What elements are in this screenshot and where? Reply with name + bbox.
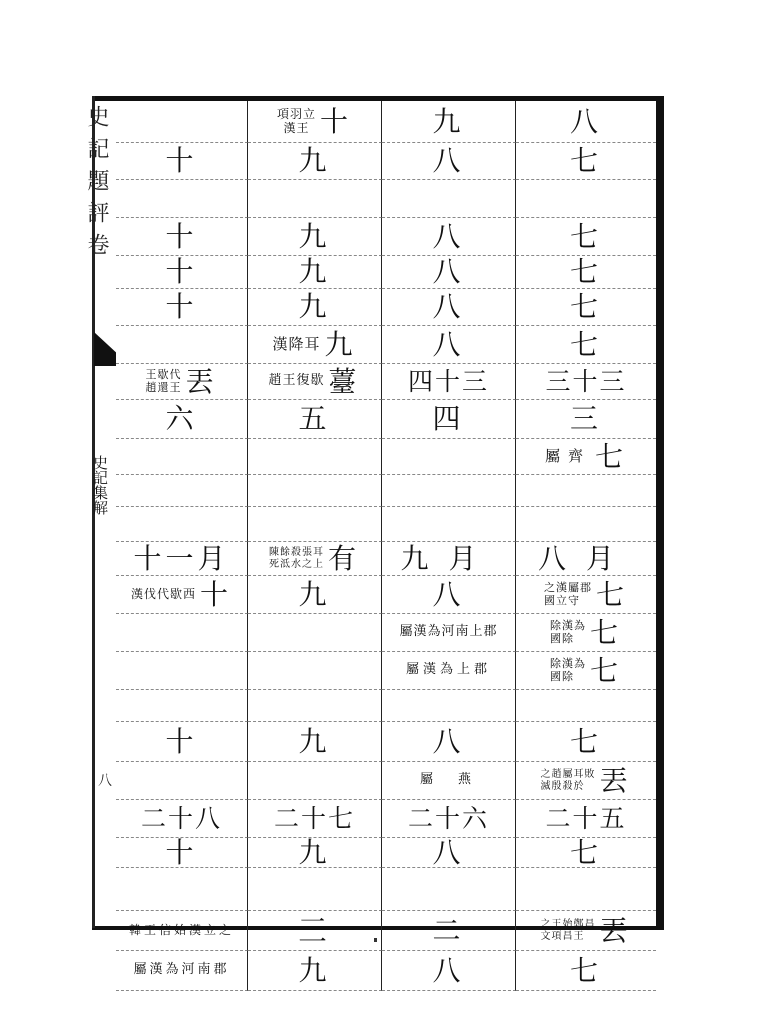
table-cell	[116, 652, 248, 690]
table-cell	[516, 868, 656, 911]
cell-value: 十	[165, 144, 198, 177]
cell-value: 七	[569, 255, 602, 288]
table-cell	[248, 439, 382, 475]
cell-value: 十一月	[133, 541, 230, 575]
table-cell	[248, 868, 382, 911]
table-cell	[382, 364, 516, 400]
cell-value: 十	[165, 219, 198, 253]
table-cell	[248, 289, 382, 326]
table-cell	[382, 614, 516, 652]
cell-value: 薹	[328, 364, 361, 398]
table-cell	[382, 143, 516, 180]
cell-value: 八	[432, 219, 465, 253]
cell-value: 七	[569, 290, 602, 323]
table-cell	[516, 800, 656, 838]
table-cell	[382, 439, 516, 475]
cell-value: 八	[432, 953, 465, 987]
table-cell	[248, 101, 382, 143]
table-cell	[116, 218, 248, 256]
cell-value: 七	[595, 577, 628, 611]
table-cell	[516, 475, 656, 507]
cell-note: 屬齊	[544, 446, 591, 465]
cell-value: 七	[589, 653, 622, 687]
margin-title: 史記題評卷	[84, 105, 109, 265]
table-cell	[248, 614, 382, 652]
cell-note: 趙王復歇	[268, 373, 325, 389]
table-cell	[116, 542, 248, 576]
cell-value: 九	[298, 219, 331, 253]
table-cell	[116, 439, 248, 475]
table-cell	[116, 911, 248, 951]
ink-speck	[374, 938, 377, 942]
table-cell	[248, 800, 382, 838]
table-cell	[382, 326, 516, 364]
table-cell	[516, 218, 656, 256]
cell-value: 七	[569, 724, 602, 758]
table-cell	[116, 101, 248, 143]
cell-value: 十	[200, 577, 233, 611]
table-cell	[116, 722, 248, 762]
cell-value: 八	[432, 835, 465, 869]
table-cell	[516, 951, 656, 991]
table-cell	[116, 690, 248, 722]
table-cell	[248, 143, 382, 180]
cell-value: 九	[298, 144, 331, 177]
cell-note: 屬漢為河南上郡	[399, 624, 498, 640]
table-cell	[516, 835, 656, 869]
cell-value: 八	[432, 144, 465, 177]
table-cell	[382, 507, 516, 542]
cell-value: 十	[165, 724, 198, 758]
table-cell	[382, 800, 516, 838]
cell-value: 三	[569, 402, 602, 435]
table-cell	[248, 364, 382, 400]
table-cell	[116, 614, 248, 652]
table-cell	[516, 542, 656, 576]
cell-value: 七	[569, 835, 602, 869]
cell-value: 九	[298, 835, 331, 869]
table-cell	[248, 762, 382, 800]
table-cell	[516, 576, 656, 614]
cell-note: 之漢屬郡 國立守	[543, 580, 592, 607]
cell-note: 項羽立 漢王	[276, 106, 316, 135]
cell-value: 七	[589, 615, 622, 649]
cell-value: 二	[432, 913, 465, 947]
table-cell	[382, 722, 516, 762]
table-cell	[116, 180, 248, 218]
table-cell	[516, 762, 656, 800]
table-cell	[382, 475, 516, 507]
cell-note: 除漢為 國除	[549, 656, 586, 683]
table-cell	[382, 911, 516, 951]
table-cell	[516, 400, 656, 439]
table-cell	[248, 722, 382, 762]
table-cell	[516, 911, 656, 951]
frame-border-right	[656, 96, 664, 928]
cell-value: 九	[298, 953, 331, 987]
table-cell	[382, 400, 516, 439]
table-cell	[382, 762, 516, 800]
table-cell	[248, 576, 382, 614]
table-cell	[516, 180, 656, 218]
table-cell	[516, 507, 656, 542]
table-cell	[516, 143, 656, 180]
table-cell	[248, 507, 382, 542]
cell-value: 八月	[537, 541, 634, 575]
cell-value: 九	[324, 327, 357, 361]
table-cell	[248, 951, 382, 991]
table-cell	[382, 868, 516, 911]
cell-value: 八	[569, 104, 602, 138]
table-cell	[516, 439, 656, 475]
cell-value: 七	[569, 953, 602, 987]
table-cell	[116, 507, 248, 542]
cell-value: 九	[298, 255, 331, 288]
cell-note: 除漢為 國除	[549, 618, 586, 645]
table-cell	[516, 614, 656, 652]
cell-value: 九	[432, 104, 465, 138]
table-cell	[516, 364, 656, 400]
cell-note: 漢伐代歇西	[130, 586, 196, 601]
chronology-table	[116, 101, 656, 987]
cell-note: 漢降耳	[272, 334, 321, 353]
table-cell	[248, 218, 382, 256]
table-cell	[516, 690, 656, 722]
cell-value: 四十三	[407, 367, 489, 396]
cell-note: 屬 燕	[419, 772, 477, 788]
table-cell	[248, 180, 382, 218]
table-cell	[116, 835, 248, 869]
cell-note: 王歇代 趙還王	[145, 367, 182, 394]
table-cell	[116, 576, 248, 614]
cell-value: 八	[432, 724, 465, 758]
table-cell	[516, 722, 656, 762]
table-cell	[248, 835, 382, 869]
table-cell	[382, 180, 516, 218]
cell-value: 三	[298, 913, 331, 947]
table-cell	[248, 475, 382, 507]
table-cell	[382, 542, 516, 576]
table-cell	[516, 289, 656, 326]
cell-value: 二十七	[273, 804, 355, 833]
cell-value: 九	[298, 290, 331, 323]
table-cell	[116, 762, 248, 800]
cell-note: 陳餘殺張耳 死泜水之上	[268, 547, 324, 570]
table-cell	[382, 951, 516, 991]
table-cell	[516, 326, 656, 364]
cell-value: 七	[569, 219, 602, 253]
margin-book-label: 史記集解	[91, 455, 109, 515]
cell-value: 二十八	[140, 804, 222, 833]
margin-page-number: 八	[98, 773, 112, 789]
cell-value: 五	[298, 402, 331, 435]
table-cell	[116, 951, 248, 991]
cell-value: 八	[432, 577, 465, 611]
table-cell	[116, 143, 248, 180]
table-cell	[382, 289, 516, 326]
cell-note: 屬漢為上郡	[405, 662, 491, 678]
cell-value: 九	[298, 724, 331, 758]
table-cell	[248, 326, 382, 364]
cell-value: 八	[432, 290, 465, 323]
table-cell	[516, 256, 656, 289]
table-cell	[248, 542, 382, 576]
table-cell	[382, 101, 516, 143]
cell-value: 七	[595, 439, 628, 473]
cell-value: 九月	[400, 541, 497, 575]
table-cell	[382, 652, 516, 690]
table-cell	[382, 218, 516, 256]
cell-value: 七	[569, 144, 602, 177]
table-cell	[516, 101, 656, 143]
cell-value: 丟	[599, 913, 632, 947]
table-cell	[382, 690, 516, 722]
cell-note: 屬漢為河南郡	[133, 962, 230, 978]
table-cell	[248, 256, 382, 289]
table-cell	[116, 868, 248, 911]
cell-value: 十	[165, 835, 198, 869]
table-cell	[116, 475, 248, 507]
table-cell	[116, 289, 248, 326]
cell-value: 三十三	[545, 367, 627, 396]
table-cell	[116, 364, 248, 400]
cell-value: 九	[298, 577, 331, 611]
cell-value: 有	[327, 541, 360, 575]
cell-value: 八	[432, 255, 465, 288]
cell-value: 二十六	[407, 804, 489, 833]
table-cell	[382, 576, 516, 614]
cell-note: 韓王信始漢立之	[128, 922, 234, 937]
table-cell	[248, 911, 382, 951]
table-cell	[516, 652, 656, 690]
cell-value: 丟	[185, 364, 218, 398]
table-cell	[248, 652, 382, 690]
table-cell	[248, 690, 382, 722]
cell-value: 十	[165, 290, 198, 323]
cell-value: 六	[165, 402, 198, 435]
table-cell	[382, 835, 516, 869]
table-cell	[116, 256, 248, 289]
cell-value: 四	[432, 402, 465, 435]
cell-value: 七	[569, 327, 602, 361]
cell-value: 丟	[599, 763, 632, 797]
cell-value: 八	[432, 327, 465, 361]
cell-note: 之趙屬耳敗 滅殷殺於	[540, 769, 596, 792]
table-cell	[116, 800, 248, 838]
cell-value: 十	[165, 255, 198, 288]
table-cell	[382, 256, 516, 289]
table-cell	[248, 400, 382, 439]
cell-note: 之王始鄭昌 文項昌王	[540, 919, 596, 942]
fishtail-mark	[94, 332, 116, 366]
table-cell	[116, 400, 248, 439]
cell-value: 十	[320, 104, 353, 138]
cell-value: 二十五	[545, 804, 627, 833]
table-cell	[116, 326, 248, 364]
